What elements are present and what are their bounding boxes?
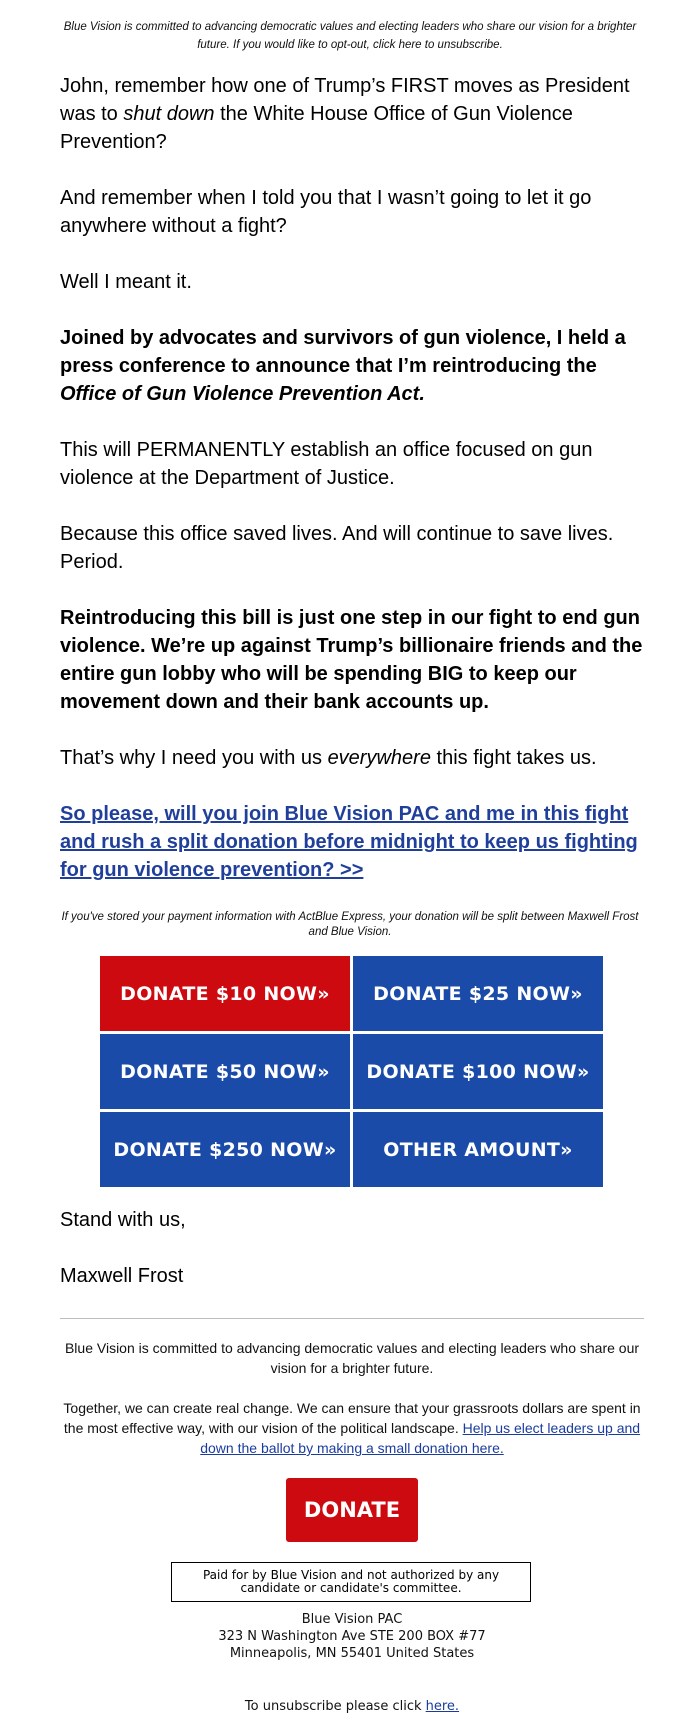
address-org: Blue Vision PAC <box>301 1612 403 1627</box>
donate-button-grid <box>100 956 603 1187</box>
donate-other-amount-button[interactable]: OTHER AMOUNT» <box>353 1112 603 1187</box>
paragraph-2: And remember when I told you that I wasn’t going to let it go anywhere without a fight? <box>60 187 592 237</box>
footer-paragraph-2: Together, we can create real change. We can ensure that your grassroots dollars are spent in the most effective way, with our vision of the political landscape. Help us elect leaders up and down the ballot by making a small donation here. <box>63 1400 641 1456</box>
message-body <box>60 72 650 912</box>
top-optout-note[interactable] <box>60 18 640 54</box>
donate-50-button[interactable]: DONATE $50 NOW» <box>100 1034 350 1109</box>
cta-paragraph <box>60 800 650 884</box>
paragraph-3: Well I meant it. <box>60 271 192 293</box>
paragraph-6: Because this office saved lives. And will continue to save lives. Period. <box>60 523 614 573</box>
paragraph-7: Reintroducing this bill is just one step in our fight to end gun violence. We’re up against Trump’s billionaire friends and the entire gun lobby who will be spending BIG to keep our movement down and their bank accounts up. <box>60 607 643 713</box>
paragraph-1: John, remember how one of Trump’s FIRST moves as President was to shut down the White House Office of Gun Violence Prevention? <box>60 75 630 153</box>
signoff-line: Stand with us, <box>60 1209 186 1231</box>
paid-for-disclaimer: Paid for by Blue Vision and not authorized by any candidate or candidate's committee. <box>171 1562 531 1602</box>
donate-100-button[interactable]: DONATE $100 NOW» <box>353 1034 603 1109</box>
address-street: 323 N Washington Ave STE 200 BOX #77 <box>218 1629 486 1644</box>
top-optout-link[interactable]: Blue Vision is committed to advancing democratic values and electing leaders who share our vision for a brighter future. If you would like to opt-out, click here to unsubscribe. <box>63 21 637 51</box>
mailing-address <box>100 1611 604 1662</box>
footer-donate-button[interactable]: DONATE <box>286 1478 418 1542</box>
paragraph-8: That’s why I need you with us everywhere this fight takes us. <box>60 747 597 769</box>
footer-donate-link[interactable]: Help us elect leaders up and down the ballot by making a small donation here. <box>200 1420 641 1456</box>
cta-donate-link[interactable]: So please, will you join Blue Vision PAC and me in this fight and rush a split donation before midnight to keep us fighting for gun violence prevention? >> <box>60 803 638 881</box>
donate-10-button[interactable]: DONATE $10 NOW» <box>100 956 350 1031</box>
footer-text <box>60 1338 644 1478</box>
paragraph-5: This will PERMANENTLY establish an office focused on gun violence at the Department of Justice. <box>60 439 593 489</box>
donate-25-button[interactable]: DONATE $25 NOW» <box>353 956 603 1031</box>
footer-divider <box>60 1318 644 1319</box>
unsubscribe-link[interactable]: here. <box>425 1699 460 1714</box>
paragraph-4: Joined by advocates and survivors of gun violence, I held a press conference to announce that I’m reintroducing the Office of Gun Violence Prevention Act. <box>60 327 626 405</box>
unsubscribe-line: To unsubscribe please click here. <box>244 1699 460 1714</box>
footer-paragraph-1: Blue Vision is committed to advancing democratic values and electing leaders who share our vision for a brighter future. <box>64 1340 640 1376</box>
donate-250-button[interactable]: DONATE $250 NOW» <box>100 1112 350 1187</box>
signature-name: Maxwell Frost <box>60 1265 184 1287</box>
address-city: Minneapolis, MN 55401 United States <box>229 1646 475 1661</box>
actblue-express-note: If you've stored your payment information with ActBlue Express, your donation will be split between Maxwell Frost and Blue Vision. <box>61 911 639 938</box>
signoff <box>60 1206 650 1318</box>
